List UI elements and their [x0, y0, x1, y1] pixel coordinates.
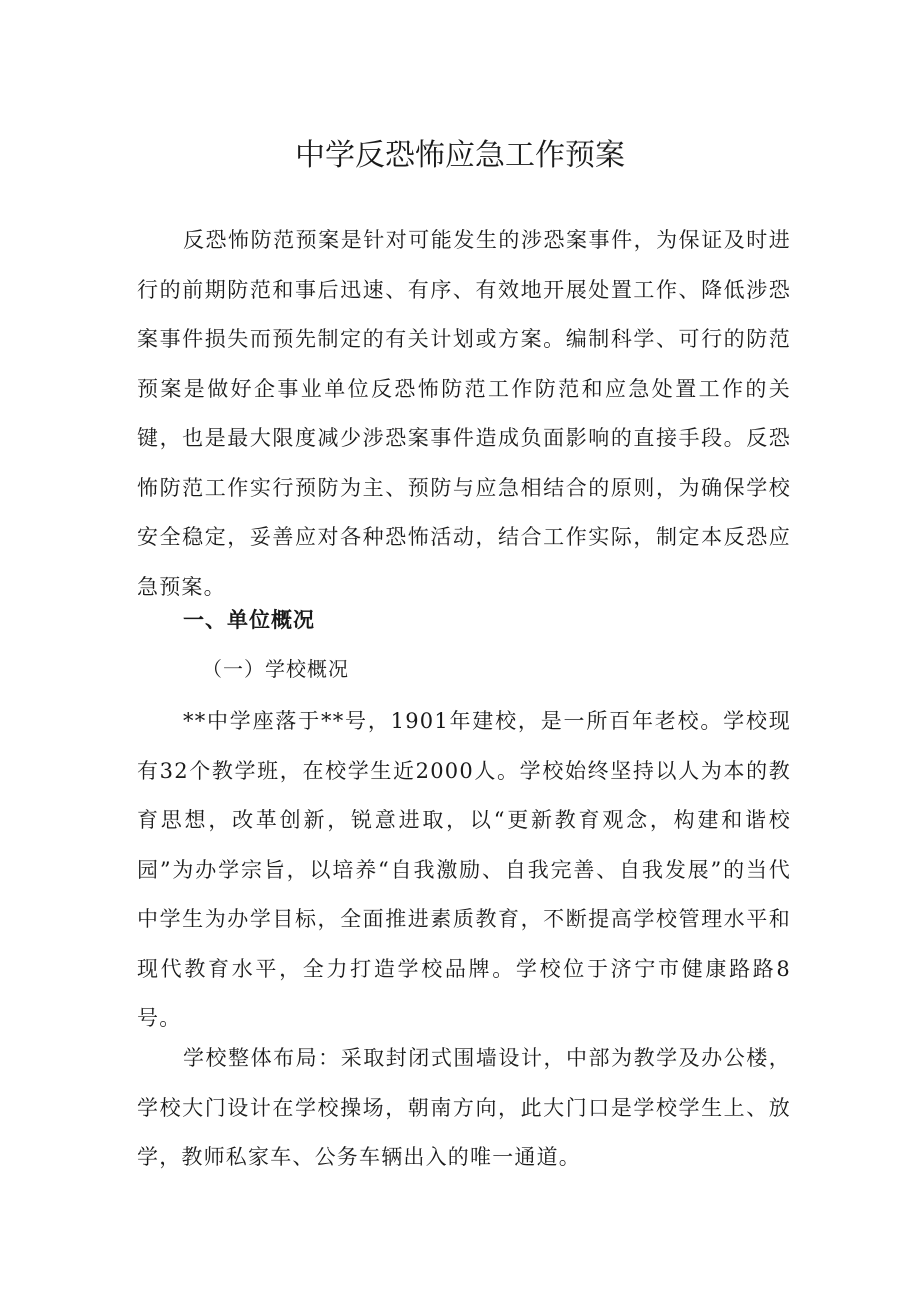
document-title: 中学反恐怖应急工作预案	[295, 138, 625, 173]
school-layout-paragraph: 学校整体布局：采取封闭式围墙设计，中部为教学及办公楼，学校大门设计在学校操场，朝南方向，此大门口是学校学生上、放学，教师私家车、公务车辆出入的唯一通道。	[137, 1046, 791, 1169]
intro-paragraph: 反恐怖防范预案是针对可能发生的涉恐案事件，为保证及时进行的前期防范和事后迅速、有序、有效地开展处置工作、降低涉恐案事件损失而预先制定的有关计划或方案。编制科学、可行的防范预案是做好企事业单位反恐怖防范工作防范和应急处置工作的关键，也是最大限度减少涉恐案事件造成负面影响的直接手段。反恐怖防范工作实行预防为主、预防与应急相结合的原则，为确保学校安全稳定，妥善应对各种恐怖活动，结合工作实际，制定本反恐应急预案。	[137, 228, 791, 599]
section-heading-unit-overview: 一、单位概况	[183, 608, 315, 632]
subsection-heading-school-overview: （一）学校概况	[202, 657, 349, 681]
school-overview-paragraph: **中学座落于**号，1901年建校，是一所百年老校。学校现有32个教学班，在校学生近2000人。学校始终坚持以人为本的教育思想，改革创新，锐意进取，以“更新教育观念，构建和谐校园”为办学宗旨，以培养“自我激励、自我完善、自我发展”的当代中学生为办学目标，全面推进素质教育，不断提高学校管理水平和现代教育水平，全力打造学校品牌。学校位于济宁市健康路路8号。	[137, 709, 791, 1030]
